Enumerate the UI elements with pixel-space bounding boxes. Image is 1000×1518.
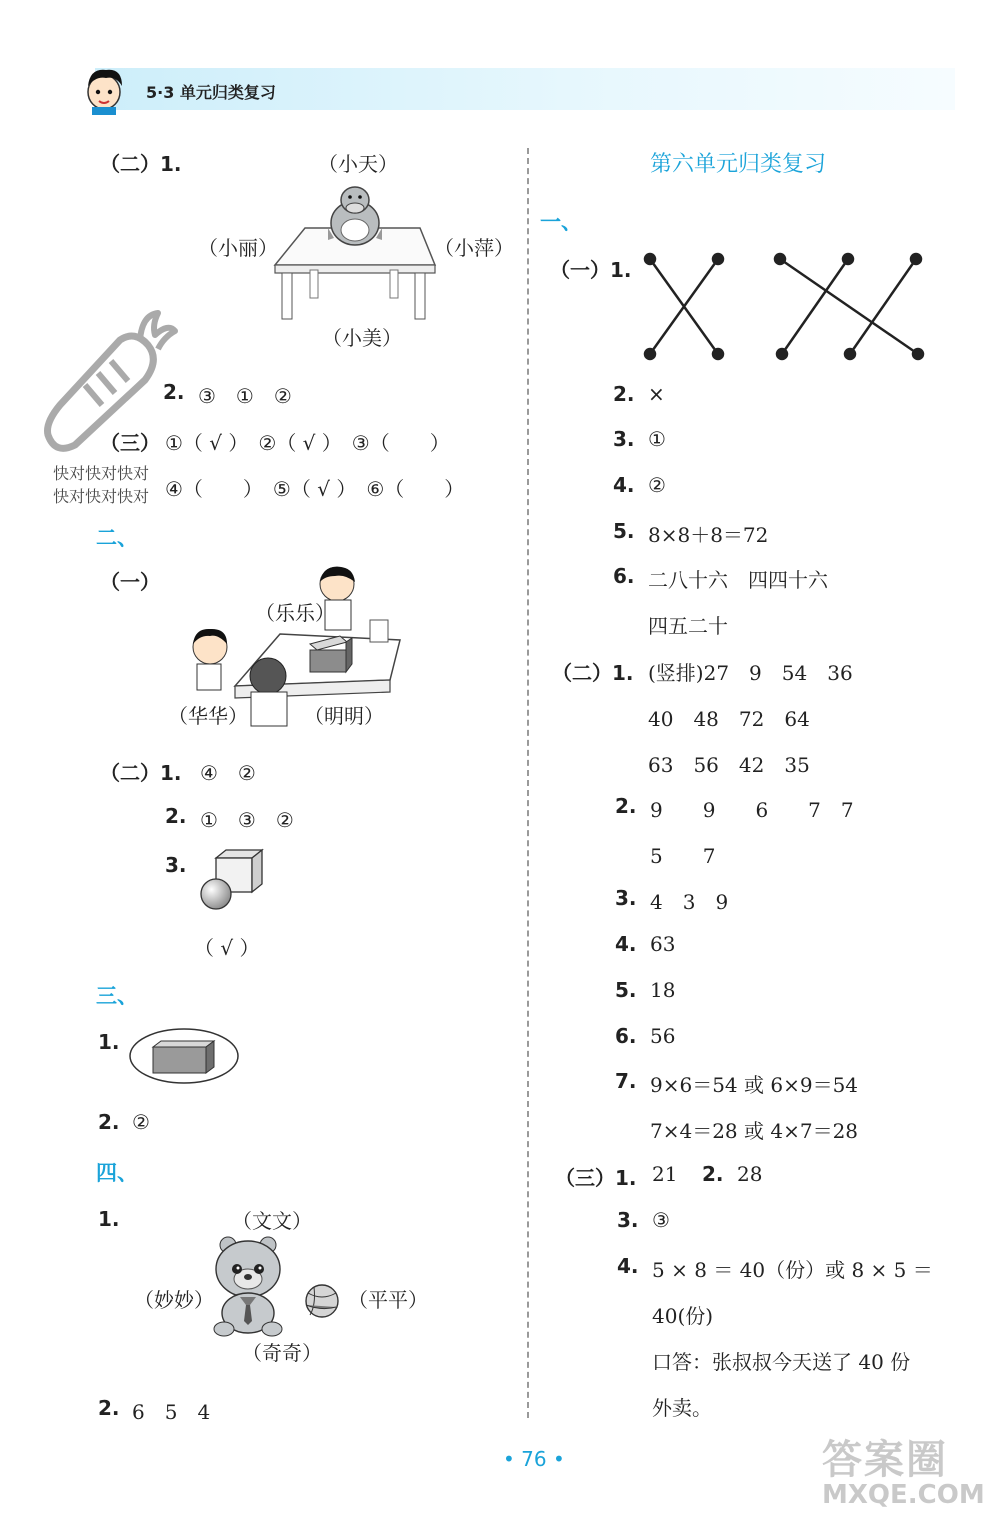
s2-sub2-1-answers: ④ ②: [200, 761, 256, 785]
column-divider: [527, 148, 529, 1418]
r6-number: 6.: [613, 564, 635, 588]
s4-2-answers: 6 5 4: [132, 1400, 211, 1424]
page-number: • 76 •: [503, 1447, 565, 1471]
p2-2-number: 2.: [615, 794, 637, 818]
q3-number: （三）: [100, 431, 160, 455]
label-pingping: （平平）: [348, 1288, 428, 1312]
section-3-heading: 三、: [96, 984, 138, 1008]
r-section-1-heading: 一、: [540, 210, 582, 234]
watermark-logo: 答案圈: [822, 1437, 948, 1483]
r6-answer-2: 四五二十: [648, 614, 728, 638]
s2-sub1: （一）: [100, 570, 160, 594]
s2-sub2-3-number: 3.: [165, 853, 187, 877]
section-4-heading: 四、: [96, 1161, 138, 1185]
p2-2-line1: 9 9 6 7 7: [650, 798, 854, 822]
p2-1-line1: (竖排)27 9 54 36: [648, 661, 853, 685]
table-duck-illustration: [270, 178, 440, 323]
p2-1-line3: 63 56 42 35: [648, 753, 810, 777]
label-mingming: （明明）: [304, 704, 384, 728]
p2-6-number: 6.: [615, 1024, 637, 1048]
s4-1-number: 1.: [98, 1207, 120, 1231]
p2-2-line2: 5 7: [650, 844, 716, 868]
p3-2-answer: 28: [737, 1162, 763, 1186]
p2-5-number: 5.: [615, 978, 637, 1002]
p3-1-answer: 21: [652, 1162, 678, 1186]
p3-3-answer: ③: [652, 1208, 670, 1232]
p3-3-number: 3.: [617, 1208, 639, 1232]
p2-7-number: 7.: [615, 1069, 637, 1093]
matching-lines-diagram: [640, 250, 930, 365]
q2-1-number: （二）1.: [100, 152, 182, 176]
r2-answer: ×: [648, 382, 665, 406]
r6-answer-1: 二八十六 四四十六: [648, 568, 828, 592]
p3-4-line2: 40(份): [652, 1304, 714, 1328]
q2-2-number: 2.: [163, 380, 185, 404]
label-miaomiao: （妙妙）: [134, 1288, 214, 1312]
p3-4-line3: 口答：张叔叔今天送了 40 份: [652, 1350, 911, 1374]
label-huahua: （华华）: [168, 704, 248, 728]
r3-number: 3.: [613, 427, 635, 451]
q3-row2: ④（ ） ⑤（ √ ） ⑥（ ）: [165, 477, 465, 501]
p2-4-number: 4.: [615, 932, 637, 956]
p2-7-line1: 9×6＝54 或 6×9＝54: [650, 1073, 859, 1097]
watermark-url: MXQE.COM: [822, 1480, 985, 1510]
label-qiqi: （奇奇）: [242, 1341, 322, 1365]
s3-1-number: 1.: [98, 1030, 120, 1054]
boy-mascot-icon: [80, 60, 130, 115]
p3-4-number: 4.: [617, 1254, 639, 1278]
cube-sphere-illustration: [198, 850, 268, 912]
q3-row1: ①（ √ ） ②（ √ ） ③（ ）: [165, 431, 450, 455]
label-lele: （乐乐）: [255, 601, 335, 625]
p2-1-number: （二）1.: [552, 661, 634, 685]
s4-2-number: 2.: [98, 1396, 120, 1420]
label-xiaotian: （小天）: [318, 152, 398, 176]
r5-number: 5.: [613, 519, 635, 543]
q2-2-answers: ③ ① ②: [198, 384, 292, 408]
p3-4-line4: 外卖。: [652, 1396, 712, 1420]
label-wenwen: （文文）: [232, 1209, 312, 1233]
p2-5-answer: 18: [650, 978, 676, 1002]
p2-3-answer: 4 3 9: [650, 890, 729, 914]
header-title: 5·3 单元归类复习: [146, 83, 276, 102]
r4-answer: ②: [648, 473, 666, 497]
side-note-2: 快对快对快对: [53, 487, 150, 506]
p2-3-number: 3.: [615, 886, 637, 910]
r5-answer: 8×8＋8＝72: [648, 523, 769, 547]
p3-4-line1: 5 × 8 ＝ 40（份）或 8 × 5 ＝: [652, 1258, 933, 1282]
r4-number: 4.: [613, 473, 635, 497]
r2-number: 2.: [613, 382, 635, 406]
r3-answer: ①: [648, 427, 666, 451]
side-note-1: 快对快对快对: [53, 464, 150, 483]
unit-6-title: 第六单元归类复习: [650, 152, 827, 177]
label-xiaomei: （小美）: [322, 326, 402, 350]
p2-1-line2: 40 48 72 64: [648, 707, 810, 731]
label-xiaoping: （小萍）: [434, 236, 514, 260]
s2-sub2-3-mark: （ √ ）: [194, 936, 260, 960]
s3-2-number: 2.: [98, 1110, 120, 1134]
p2-6-answer: 56: [650, 1024, 676, 1048]
bear-ball-illustration: [210, 1235, 340, 1340]
label-xiaoli: （小丽）: [198, 236, 278, 260]
r1-number: （一）1.: [550, 258, 632, 282]
circled-cuboid-illustration: [128, 1027, 240, 1085]
section-2-heading: 二、: [96, 526, 138, 550]
p3-1-number: （三）1.: [555, 1166, 637, 1190]
s3-2-answer: ②: [132, 1110, 150, 1134]
s2-sub2-2-answers: ① ③ ②: [200, 808, 294, 832]
s2-sub2-number: （二）1.: [100, 761, 182, 785]
s2-sub2-2-number: 2.: [165, 804, 187, 828]
p2-4-answer: 63: [650, 932, 676, 956]
p2-7-line2: 7×4＝28 或 4×7＝28: [650, 1119, 859, 1143]
p3-2-number: 2.: [702, 1162, 724, 1186]
